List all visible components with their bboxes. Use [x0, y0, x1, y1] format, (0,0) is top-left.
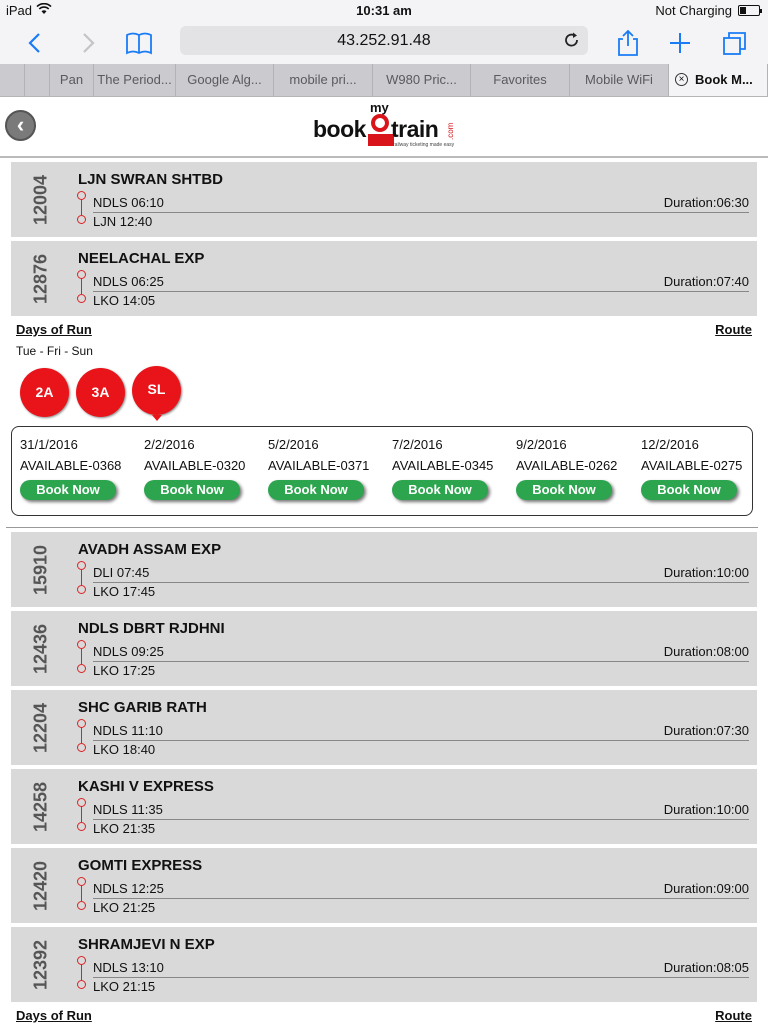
logo-pin-icon [371, 114, 389, 132]
status-time: 10:31 am [356, 3, 412, 18]
availability-date: 7/2/2016 [392, 437, 443, 452]
train-row-selected[interactable] [11, 927, 757, 1002]
train-row[interactable] [11, 532, 757, 607]
availability-item [268, 437, 392, 500]
logo-my: my [370, 100, 389, 115]
browser-tab-active[interactable] [669, 64, 768, 96]
train-number: 15910 [30, 544, 51, 596]
origin-dot-icon [77, 719, 86, 728]
arrival: LJN 12:40 [93, 214, 153, 229]
availability-panel [11, 426, 753, 516]
arrival: LKO 21:25 [93, 900, 156, 915]
train-number: 14258 [30, 781, 51, 833]
train-number: 12876 [30, 253, 51, 305]
train-number: 12420 [30, 860, 51, 912]
charging-status: Not Charging [655, 3, 732, 18]
book-now-button[interactable]: Book Now [516, 480, 612, 500]
book-now-button[interactable]: Book Now [268, 480, 364, 500]
battery-icon [738, 5, 760, 16]
divider [93, 819, 749, 820]
browser-toolbar [0, 22, 768, 64]
availability-status: AVAILABLE-0275 [641, 458, 743, 473]
duration: Duration:08:05 [663, 960, 749, 975]
destination-dot-icon [77, 822, 86, 831]
departure: NDLS 11:10 [93, 723, 163, 738]
train-name: GOMTI EXPRESS [78, 857, 203, 874]
address-bar[interactable] [180, 26, 588, 55]
origin-dot-icon [77, 640, 86, 649]
route-link[interactable]: Route [715, 1008, 752, 1023]
departure: NDLS 06:10 [93, 195, 164, 210]
origin-dot-icon [77, 956, 86, 965]
bookmarks-icon[interactable] [124, 28, 154, 58]
browser-tab[interactable]: mobile pri... [274, 64, 373, 96]
availability-status: AVAILABLE-0262 [516, 458, 618, 473]
divider [93, 977, 749, 978]
arrival: LKO 21:15 [93, 979, 156, 994]
destination-dot-icon [77, 215, 86, 224]
availability-item [144, 437, 268, 500]
train-name: AVADH ASSAM EXP [78, 541, 222, 558]
train-number: 12436 [30, 623, 51, 675]
book-now-button[interactable]: Book Now [20, 480, 116, 500]
availability-item [516, 437, 640, 500]
divider [93, 291, 749, 292]
availability-item [641, 437, 765, 500]
train-name: NEELACHAL EXP [78, 250, 205, 267]
departure: DLI 07:45 [93, 565, 150, 580]
origin-dot-icon [77, 798, 86, 807]
divider [93, 582, 749, 583]
availability-status: AVAILABLE-0371 [268, 458, 370, 473]
days-of-run-text: Tue - Fri - Sun [16, 344, 93, 358]
route-link[interactable]: Route [715, 322, 752, 337]
destination-dot-icon [77, 980, 86, 989]
browser-tab[interactable]: Google Alg... [176, 64, 274, 96]
departure: NDLS 13:10 [93, 960, 164, 975]
departure: NDLS 09:25 [93, 644, 164, 659]
divider [93, 898, 749, 899]
availability-date: 9/2/2016 [516, 437, 567, 452]
new-tab-icon[interactable] [665, 28, 695, 58]
origin-dot-icon [77, 191, 86, 200]
availability-date: 5/2/2016 [268, 437, 319, 452]
departure: NDLS 12:25 [93, 881, 164, 896]
class-sl-button-selected[interactable]: SL [132, 366, 181, 415]
site-back-button[interactable]: ‹ [5, 110, 36, 141]
availability-date: 12/2/2016 [641, 437, 699, 452]
logo-book: book [313, 116, 366, 142]
browser-tab[interactable]: Favorites [471, 64, 570, 96]
book-now-button[interactable]: Book Now [144, 480, 240, 500]
class-3a-button[interactable]: 3A [76, 368, 125, 417]
train-name: KASHI V EXPRESS [78, 778, 214, 795]
train-number: 12392 [30, 939, 51, 991]
share-icon[interactable] [613, 28, 643, 58]
days-of-run-link[interactable]: Days of Run [16, 1008, 92, 1023]
divider [93, 661, 749, 662]
browser-tab[interactable]: Mobile WiFi [570, 64, 669, 96]
train-number: 12004 [30, 174, 51, 226]
arrival: LKO 14:05 [93, 293, 156, 308]
device-label: iPad [6, 3, 33, 18]
forward-arrow-icon[interactable] [73, 28, 103, 58]
browser-tab[interactable]: W980 Pric... [373, 64, 471, 96]
divider [93, 740, 749, 741]
train-name: SHC GARIB RATH [78, 699, 207, 716]
departure: NDLS 06:25 [93, 274, 164, 289]
availability-date: 2/2/2016 [144, 437, 195, 452]
class-2a-button[interactable]: 2A [20, 368, 69, 417]
reload-icon[interactable] [564, 26, 580, 64]
availability-status: AVAILABLE-0345 [392, 458, 494, 473]
close-tab-icon[interactable]: × [675, 73, 688, 86]
url-text: 43.252.91.48 [337, 32, 431, 49]
train-row[interactable] [11, 690, 757, 765]
days-of-run-link[interactable]: Days of Run [16, 322, 92, 337]
duration: Duration:07:30 [663, 723, 749, 738]
logo-train: train [391, 116, 439, 142]
destination-dot-icon [77, 294, 86, 303]
duration: Duration:06:30 [663, 195, 749, 210]
departure: NDLS 11:35 [93, 802, 163, 817]
logo-com: .com [446, 122, 455, 140]
train-number: 12204 [30, 702, 51, 754]
train-name: LJN SWRAN SHTBD [78, 171, 223, 188]
browser-tab-blank-1[interactable] [0, 64, 25, 96]
divider [93, 212, 749, 213]
duration: Duration:10:00 [663, 565, 749, 580]
destination-dot-icon [77, 743, 86, 752]
destination-dot-icon [77, 901, 86, 910]
arrival: LKO 18:40 [93, 742, 156, 757]
origin-dot-icon [77, 561, 86, 570]
arrival: LKO 17:25 [93, 663, 156, 678]
origin-dot-icon [77, 877, 86, 886]
train-row[interactable] [11, 769, 757, 844]
browser-tab-strip [0, 64, 768, 97]
origin-dot-icon [77, 270, 86, 279]
status-bar [0, 0, 768, 22]
logo-tagline: railway ticketing made easy [393, 142, 455, 148]
destination-dot-icon [77, 585, 86, 594]
duration: Duration:09:00 [663, 881, 749, 896]
duration: Duration:07:40 [663, 274, 749, 289]
duration: Duration:08:00 [663, 644, 749, 659]
availability-status: AVAILABLE-0320 [144, 458, 246, 473]
train-row[interactable] [11, 162, 757, 237]
arrival: LKO 17:45 [93, 584, 156, 599]
availability-item [392, 437, 516, 500]
availability-status: AVAILABLE-0368 [20, 458, 122, 473]
browser-tab[interactable]: Pan [50, 64, 94, 96]
book-now-button[interactable]: Book Now [392, 480, 488, 500]
site-header [0, 98, 768, 158]
availability-item [20, 437, 144, 500]
back-arrow-icon[interactable] [20, 28, 50, 58]
active-tab-label: Book M... [695, 72, 753, 87]
section-divider [6, 527, 758, 528]
tabs-overview-icon[interactable] [720, 28, 750, 58]
train-name: NDLS DBRT RJDHNI [78, 620, 225, 637]
book-now-button[interactable]: Book Now [641, 480, 737, 500]
destination-dot-icon [77, 664, 86, 673]
arrival: LKO 21:35 [93, 821, 156, 836]
train-name: SHRAMJEVI N EXP [78, 936, 215, 953]
train-row[interactable] [11, 611, 757, 686]
train-row-selected[interactable] [11, 241, 757, 316]
train-row[interactable] [11, 848, 757, 923]
mybooktrain-logo[interactable] [313, 100, 458, 154]
browser-tab[interactable]: The Period... [94, 64, 176, 96]
browser-tab-blank-2[interactable] [25, 64, 50, 96]
duration: Duration:10:00 [663, 802, 749, 817]
availability-date: 31/1/2016 [20, 437, 78, 452]
